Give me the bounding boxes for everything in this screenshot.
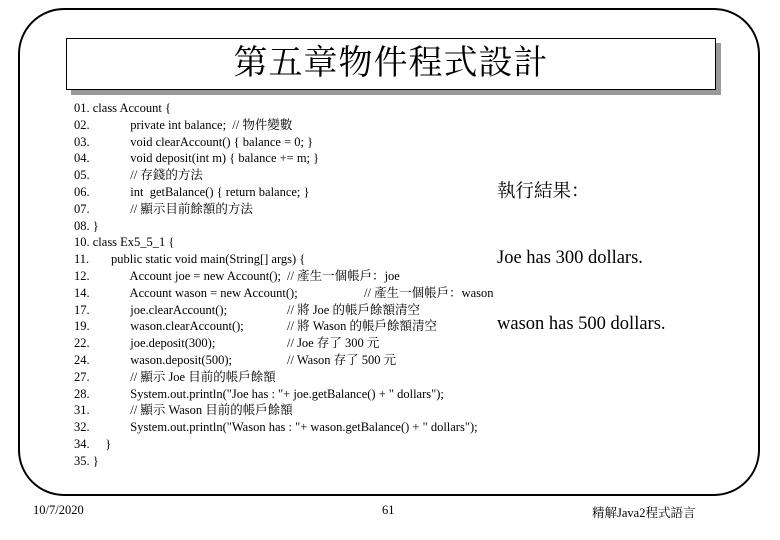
code-text: 17. joe.clearAccount(); xyxy=(74,302,228,317)
code-comment: // Wason 存了 500 元 xyxy=(287,353,397,367)
code-comment: // 產生一個帳戶：wason xyxy=(364,285,494,300)
code-text: 03. void clearAccount() { balance = 0; } xyxy=(74,134,314,149)
footer-book-title: 精解Java2程式語言 xyxy=(592,506,696,520)
title-box xyxy=(66,38,716,90)
code-text: 34. } xyxy=(74,437,112,451)
execution-result xyxy=(497,137,666,357)
footer-date: 10/7/2020 xyxy=(33,503,84,517)
result-line-1: Joe has 300 dollars. xyxy=(497,248,643,268)
code-comment: // 將 Wason 的帳戶餘額清空 xyxy=(287,319,438,334)
code-text: 14. Account wason = new Account(); xyxy=(74,285,298,300)
code-text: 22. joe.deposit(300); xyxy=(74,336,216,351)
code-text: 32. System.out.println("Wason has : "+ wason.getBalance() + " dollars"); xyxy=(74,420,478,435)
code-comment: // Joe 存了 300 元 xyxy=(287,336,380,351)
code-text: 19. wason.clearAccount(); xyxy=(74,319,244,334)
code-text: 07. // 顯示目前餘額的方法 xyxy=(74,201,253,216)
code-comment: // 將 Joe 的帳戶餘額清空 xyxy=(287,302,420,317)
code-text: 10. class Ex5_5_1 { xyxy=(74,235,175,250)
footer-page-number: 61 xyxy=(382,503,395,517)
code-text: 01. class Account { xyxy=(74,101,171,115)
code-text: 06. int getBalance() { return balance; } xyxy=(74,185,310,199)
code-text: 12. Account joe = new Account(); xyxy=(74,269,282,283)
code-text: 04. void deposit(int m) { balance += m; } xyxy=(74,151,320,166)
code-comment: // 產生一個帳戶：joe xyxy=(287,269,400,283)
slide-title: 第五章物件程式設計 xyxy=(233,45,549,82)
code-text: 08. } xyxy=(74,218,99,233)
result-line-2: wason has 500 dollars. xyxy=(497,314,666,334)
code-text: 35. } xyxy=(74,453,99,468)
code-text: 31. // 顯示 Wason 目前的帳戶餘額 xyxy=(74,403,293,418)
code-text: 27. // 顯示 Joe 目前的帳戶餘額 xyxy=(74,369,276,384)
code-text: 11. public static void main(String[] args) { xyxy=(74,252,306,267)
code-text: 28. System.out.println("Joe has : "+ joe.getBalance() + " dollars"); xyxy=(74,386,444,401)
code-text: 24. wason.deposit(500); xyxy=(74,353,232,367)
code-text: 02. private int balance; // 物件變數 xyxy=(74,117,293,132)
result-heading: 執行結果： xyxy=(497,182,590,202)
code-text: 05. // 存錢的方法 xyxy=(74,168,203,183)
